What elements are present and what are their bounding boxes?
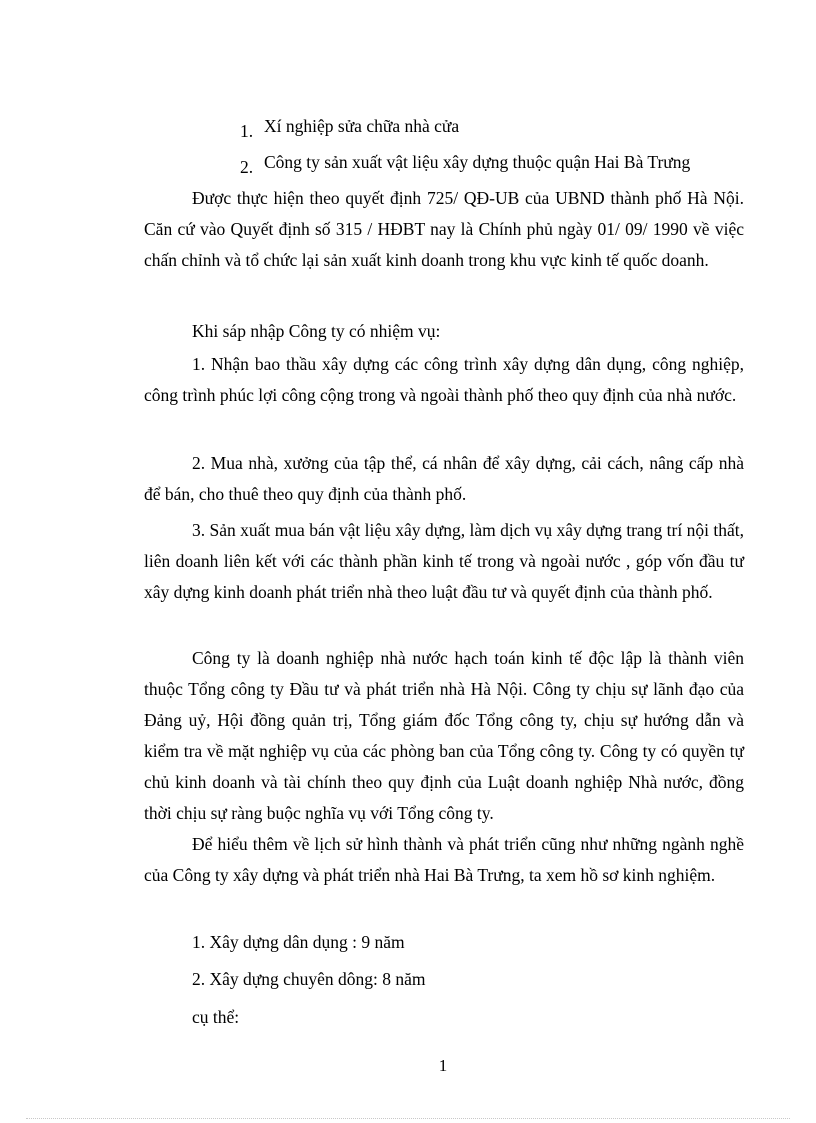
paragraph-decision: Được thực hiện theo quyết định 725/ QĐ-UB của UBND thành phố Hà Nội. Căn cứ vào Quyết định số 315 / HĐBT nay là Chính phủ ngày 01/ 09/ 1990 về việc chấn chỉnh và tổ chức lại sản xuất kinh doanh trong khu vực kinh tế quốc doanh.	[144, 188, 744, 270]
list-text: Xí nghiệp sửa chữa nhà cửa	[264, 116, 460, 136]
list-text: Công ty sản xuất vật liệu xây dựng thuộc quận Hai Bà Trưng	[264, 152, 691, 172]
list-number: 2.	[240, 157, 254, 177]
paragraph-task-2: 2. Mua nhà, xưởng của tập thể, cá nhân để xây dựng, cải cách, nâng cấp nhà để bán, cho thuê theo quy định của thành phố.	[144, 453, 744, 504]
paragraph-company-status: Công ty là doanh nghiệp nhà nước hạch toán kinh tế độc lập là thành viên thuộc Tổng công ty Đầu tư và phát triển nhà Hà Nội. Công ty chịu sự lãnh đạo của Đảng uỷ, Hội đồng quản trị, Tổng giám đốc Tổng công ty, chịu sự hướng dẫn và kiểm tra về mặt nghiệp vụ của các phòng ban của Tổng công ty. Công ty có quyền tự chủ kinh doanh và tài chính theo quy định của Luật doanh nghiệp Nhà nước, đồng thời chịu sự ràng buộc nghĩa vụ với Tổng công ty.	[144, 648, 744, 823]
paragraph-task-1: 1. Nhận bao thầu xây dựng các công trình xây dựng dân dụng, công nghiệp, công trình phúc lợi công cộng trong và ngoài thành phố theo quy định của nhà nước.	[144, 354, 744, 405]
list-item-2	[240, 152, 691, 177]
page-number: 1	[438, 1056, 448, 1075]
experience-line-specialized: 2. Xây dựng chuyên dông: 8 năm	[192, 969, 426, 989]
list-number: 1.	[240, 121, 254, 141]
experience-line-civil: 1. Xây dựng dân dụng : 9 năm	[192, 932, 405, 952]
list-item-1	[240, 116, 460, 141]
paragraph-history: Để hiểu thêm về lịch sử hình thành và phát triển cũng như những ngành nghề của Công ty xây dựng và phát triển nhà Hai Bà Trưng, ta xem hồ sơ kinh nghiệm.	[144, 834, 744, 885]
paragraph-task-3: 3. Sản xuất mua bán vật liệu xây dựng, làm dịch vụ xây dựng trang trí nội thất, liên doanh liên kết với các thành phần kinh tế trong và ngoài nước , góp vốn đầu tư xây dựng kinh doanh phát triển nhà theo luật đầu tư và quyết định của thành phố.	[144, 520, 744, 602]
page-bottom-divider	[26, 1118, 790, 1119]
experience-line-details: cụ thể:	[192, 1007, 240, 1027]
paragraph-tasks-intro: Khi sáp nhập Công ty có nhiệm vụ:	[192, 321, 441, 341]
